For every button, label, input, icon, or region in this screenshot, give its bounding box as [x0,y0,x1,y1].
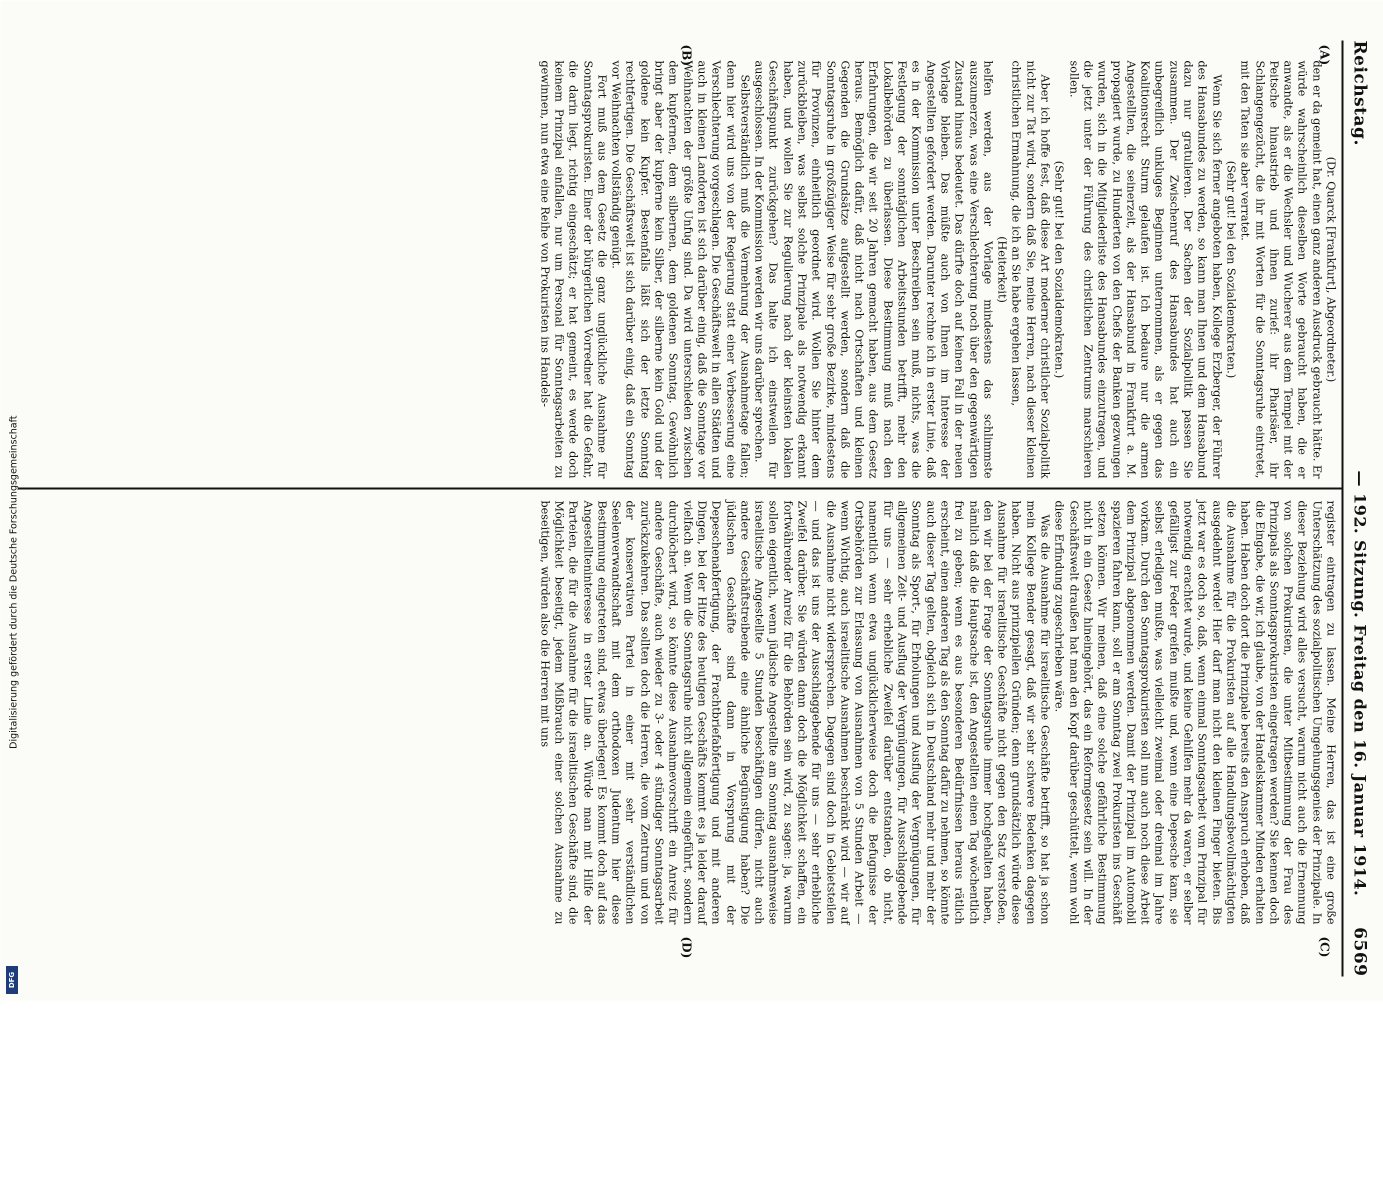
dfg-logo [6,966,18,994]
paragraph: helfen werden, aus der Vorlage mindestens das schlimmste auszumerzen, was eine Verschlechterung noch über den gegenwärtigen Zustand hinaus bedeutet. Das dürfte doch auf keinen Fall in der neuen Vorlage bleiben. Das müßte auch von Ihnen im Interesse der Angestellten gefordert werden. Darunter rechne ich in erster Linie, daß es in der Kommission unter Beschreiben sein muß, nichts, was die Festlegung der sonntäglichen Arbeitsstunden betrifft, mehr den Lokalbehörden zu überlassen. Diese Bestimmung muß nach den Erfahrungen, die wir seit 20 Jahren gemacht haben, aus dem Gesetz heraus. Bemöglich dafür, daß nicht nach Ortschaften und kleinen Gegenden die Grundsätze aufgestellt werden, sondern daß die Sonntagsruhe in großzügiger Weise für sehr große Bezirke, mindestens für Provinzen, einheitlich geordnet wird. Wollen Sie hinter dem zurückbleiben, was selbst solche Prinzipale als notwendig erkannt haben, und wollen Sie zur Regulierung nach der kleinsten lokalen Geschäftspunkt zurückgehen? Das halte ich einstweilen für ausgeschlossen. In der Kommission werden wir uns darüber sprechen. [752,60,994,478]
header-rule [1341,40,1343,976]
interjection: (Sehr gut! bei den Sozialdemokraten.) [1223,160,1237,378]
paragraph: register eintragen zu lassen. Meine Herren, das ist eine große Unterschätzung des sozialpolitischen Umgehungsgenies der Prinzipale. In dieser Beziehung wird alles versucht, warum nicht auch die Ernennung von solchen Prokuristen, die unter Mitbestimmung der Frau des Prinzipals als Sonntagsprokuristen eingetragen werden? Sie kennen doch die Eingabe, die wir, ich glaube, von der Handelskammer Minden erhalten haben. Haben doch dort die Prinzipale bereits den Anspruch erhoben, daß die Ausnahme für die Prokuristen auf alle Handlungsbevollmächtigten ausgedehnt werde! Hier darf man nicht den kleinen Finger bieten. Bis jetzt war es doch so, daß, wenn einmal Sonntagsarbeit vom Prinzipal für notwendig erachtet wurde, und keine Gehilfen mehr da waren, er selber gefälligst zur Feder greifen mußte und, wenn eine Depesche kam, sie selbst erledigen mußte, was vielleicht zweimal oder dreimal im Jahre vorkam. Durch den Sonntagsprokuristen soll nun auch noch diese Arbeit dem Prinzipal abgenommen werden. Damit der Prinzipal im Automobil spazieren fahren kann, soll er am Sonntag zwei Prokuristen ins Geschäft setzen können. Wir meinen, daß eine solche gefährliche Bestimmung nicht in ein Gesetz hineingehört, das ein Reformgesetz sein will. In der Geschäftswelt draußen hat man den Kopf darüber geschüttelt, wenn wohl diese Erfindung zugeschrieben wäre. [1052,500,1337,924]
right-column [536,500,1337,924]
paragraph: Fort muß aus dem Gesetz die ganz unglückliche Ausnahme für Sonntagsprokuristen. Einer der bürgerlichen Vorredner hat die Gefahr, die darin liegt, richtig eingeschätzt; er hat gemeint, es werde doch keinem Prinzipal einfallen, nur um Personal für Sonntagsarbeiten zu gewinnen, nun etwa eine Reihe von Prokuristen ins Handels- [537,60,608,478]
margin-mark-b: (B) [679,44,693,66]
header-left: Reichstag. [1349,40,1369,146]
paragraph: Aber ich hoffe fest, daß diese Art moderner christlicher Sozialpolitik nicht zur Tat wird, sondern daß Sie, meine Herren, nach dieser kleinen christlichen Ermahnung, die ich an Sie habe ergehen lassen, [1009,60,1052,478]
funding-sidebar [4,0,20,1000]
dfg-logo-text: DFG [8,971,16,989]
margin-mark-c: (C) [1317,936,1331,957]
margin-mark-d: (D) [679,936,693,958]
interjection: (Dr. Quarck [Frankfurt], Abgeordneter.) [1324,156,1337,382]
interjection: (Sehr gut! bei den Sozialdemokraten.) [1052,160,1066,378]
paragraph: Was die Ausnahme für israelitische Geschäfte betrifft, so hat ja schon mein Kollege Bender gesagt, daß wir sehr schwere Bedenken dagegen haben. Nicht aus prinzipiellen Gründen; denn grundsätzlich würde diese Ausnahme für israelitische Geschäfte nicht gegen den Satz verstoßen, den wir bei der Frage der Sonntagsruhe immer hochgehalten haben, nämlich daß die Hauptsache ist, den Angestellten einen Tag wöchentlich frei zu geben; wenn es aus besonderen Bedürfnissen heraus rätlich erscheint, einen anderen Tag als den Sonntag dafür zu nehmen, so könnte auch dieser Tag gelten, obgleich sich in Deutschland mehr und mehr der Sonntag als Sport-, für Erholungen und Ausflug der Vergnügungen, für allgemeinen Zeit- und Ausflug der Vergnügungen, für Ausschlaggebende für uns — sehr erhebliche Zweifel darüber entstanden, ob nicht, namentlich wenn etwa unglücklicherweise doch die Befugnisse der Ortsbehörden zur Erlassung von Ausnahmen von 5 Stunden Arbeit — wenn Wichtig, auch israelitische Ausnahmen beschränkt wird — wir auf die Ausnahme nicht widersprechen. Dagegen sind doch in Gebietsteilen — und das ist uns der Ausschlaggebende für uns — sehr erhebliche Zweifel darüber. Sie würden dann doch die Möglichkeit schaffen, ein fortwährender Anreiz für die Behörden sein wird, zu sagen: ja, warum sollen eigentlich, wenn jüdische Angestellte am Sonntag ausnahmsweise israelitische Angestellte 5 Stunden beschäftigen dürfen, nicht auch andere Geschäftstreibende eine ähnliche Begünstigung haben? Die jüdischen Geschäfte sind dann in Vorsprung mit der Depeschenabfertigung, der Frachtbriefabfertigung und mit anderen Dingen, bei der Hitze des heutigen Geschäfts kommt es ja leider darauf vielfach an. Wenn die Sonntagsruhe nicht allgemein eingeführt, sondern durchlöchert wird, so könnte diese Ausnahmevorschrift ein Anreiz für andere Geschäfte, auch wieder zu 3- oder 4 stündiger Sonntagsarbeit zurückzukehren. Das sollten doch die Herren, die vom Zentrum und von der konservativen Partei in einer mit sehr verständlichen Seelenverwandtschaft mit dem orthodoxen Judentum hier diese Bestimmung eingetreten sind, etwas überlegen! Es kommt doch auf das Angestellteninteresse in erster Linie an. Würde man mit Hilfe der Parteien, die für die Ausnahme für die israelitischen Geschäfte sind, die Möglichkeit beseitigt, jedem Mißbrauch einer solchen Ausnahme zu beseitigen, würden also die Herren mit uns [537,500,1052,924]
paragraph: Selbstverständlich muß die Vermehrung der Ausnahmetage fallen; denn hier wird uns von der Regierung statt einer Verbesserung eine Verschlechterung vorgeschlagen. Die Geschäftswelt in allen Städten und auch in kleinen Landorten ist sich darüber einig, daß die Sonntage vor Weihnachten der größte Unfug sind. Da wird unterschieden zwischen dem kupfernen, dem silbernen, dem goldenen Sonntag. Gewöhnlich bringt aber der kupferne kein Silber, der silberne kein Gold und der goldene kein Kupfer. Bestenfalls läßt sich der letzte Sonntag rechtfertigen. Die Geschäftswelt ist sich darüber einig, daß ein Sonntag vor Weihnachten vollständig genügt. [609,60,751,478]
funding-note: Digitalisierung gefördert durch die Deutsche Forschungsgemeinschaft [8,415,20,749]
column-divider [18,487,1341,489]
header-title: — 192. Sitzung. Freitag den 16. Januar 1914. [1350,470,1369,896]
page-header [1347,40,1371,976]
paragraph: Wenn Sie sich ferner angeboten haben, Kollege Erzberger, der Führer des Hansabundes zu werden, so kann man Ihnen und dem Hansabund dazu nur gratulieren. Der Sachen der Sozialpolitik passen Sie zusammen. Der Zwischenruf des Hansabundes hat auch ein unbegreiflich unkluges Beginnen unternommen, als er gegen das Koalitionsrecht Sturm gelaufen ist. Ich bedaure nur die armen Angestellten, die seinerzeit, als der Hansabund in Frankfurt a. M. propagiert wurde, zu Hunderten von den Chefs der Banken gezwungen wurden, sich in die Mitgliederliste des Hansabundes einzutragen, und die jetzt unter der Führung des christlichen Zentrums marschieren sollen. [1066,60,1223,478]
left-column [536,60,1337,478]
interjection: (Heiterkeit) [995,235,1009,303]
paragraph: den er da gemeint hat, einen ganz anderen Ausdruck gebraucht hätte. Er würde wahrscheinlich dieselben Worte gebraucht haben, die er anwandte, als er die Wechsler und Wucherer aus dem Tempel mit der Peitsche hinaustrieb und ihnen zurief: ihr Pharisäer, ihr Schlangengezücht, die ihr mit Worten für die Sonntagsruhe eintretet, mit den Taten sie aber verratet. [1238,60,1323,478]
page-number: 6569 [1349,926,1369,976]
margin-mark-a: (A) [1317,44,1331,65]
